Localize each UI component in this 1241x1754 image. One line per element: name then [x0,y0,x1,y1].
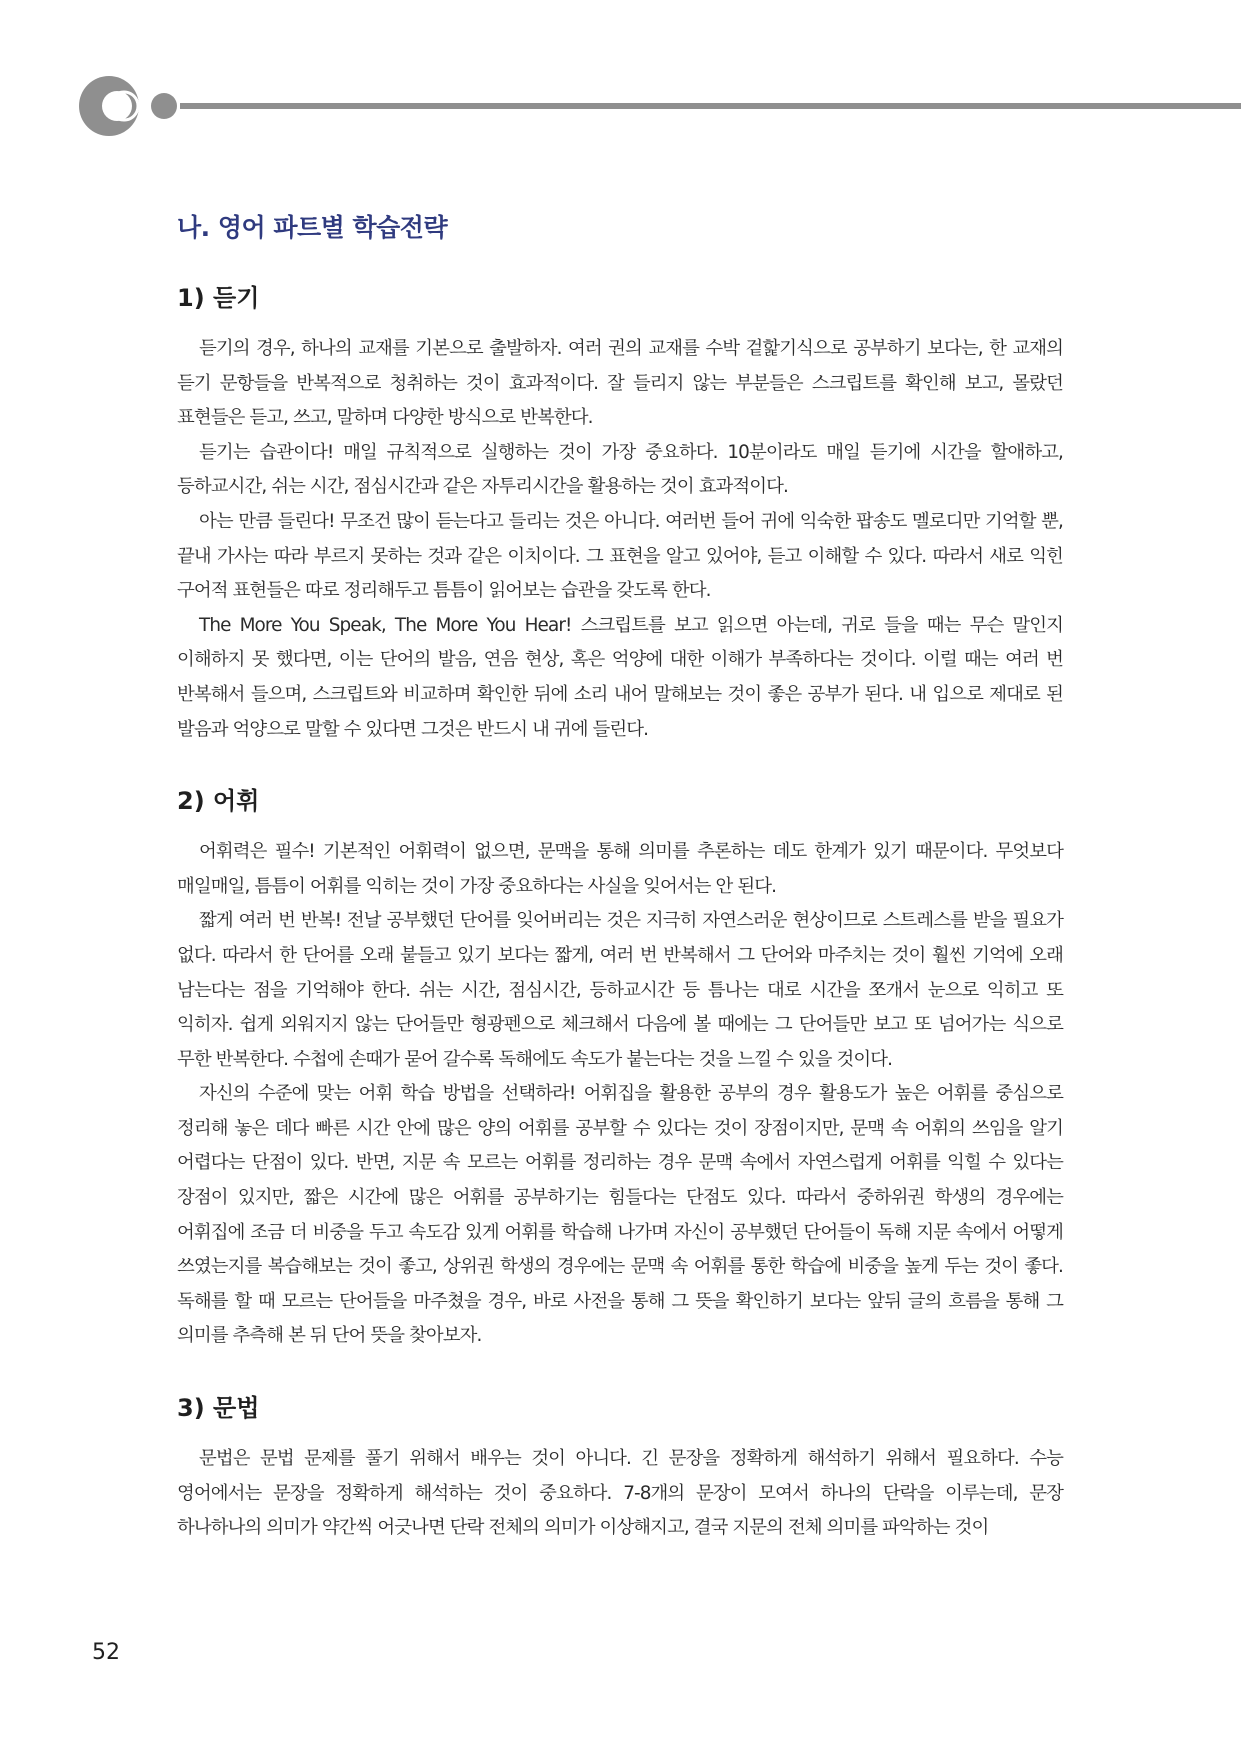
paragraph: 듣기의 경우, 하나의 교재를 기본으로 출발하자. 여러 권의 교재를 수박 겉핥기식으로 공부하기 보다는, 한 교재의 듣기 문항들을 반복적으로 청취하는 것이 효과적이다. 잘 들리지 않는 부분들은 스크립트를 확인해 보고, 몰랐던 표현들은 듣고, 쓰고, 말하며 다양한 방식으로 반복한다. [177,338,1063,429]
paragraph: 짧게 여러 번 반복! 전날 공부했던 단어를 잊어버리는 것은 지극히 자연스러운 현상이므로 스트레스를 받을 필요가 없다. 따라서 한 단어를 오래 붙들고 있기 보다는 짧게, 여러 번 반복해서 그 단어와 마주치는 것이 훨씬 기억에 오래 남는다는 점을 기억해야 한다. 쉬는 시간, 점심시간, 등하교시간 등 틈나는 대로 시간을 쪼개서 눈으로 익히고 또 익히자. 쉽게 외워지지 않는 단어들만 형광펜으로 체크해서 다음에 볼 때에는 그 단어들만 보고 또 넘어가는 식으로 무한 반복한다. 수첩에 손때가 묻어 갈수록 독해에도 속도가 붙는다는 것을 느낄 수 있을 것이다. [177,910,1063,1070]
subsection-title-listening: 1) 듣기 [177,284,260,312]
paragraph: The More You Speak, The More You Hear! 스크립트를 보고 읽으면 아는데, 귀로 들을 때는 무슨 말인지 이해하지 못 했다면, 이는 단어의 발음, 연음 현상, 혹은 억양에 대한 이해가 부족하다는 것이다. 이럴 때는 여러 번 반복해서 들으며, 스크립트와 비교하며 확인한 뒤에 소리 내어 말해보는 것이 좋은 공부가 된다. 내 입으로 제대로 된 발음과 억양으로 말할 수 있다면 그것은 반드시 내 귀에 들린다. [177,614,1063,740]
page-number: 52 [92,1640,120,1665]
decor-small-dot [151,93,177,119]
paragraph: 어휘력은 필수! 기본적인 어휘력이 없으면, 문맥을 통해 의미를 추론하는 데도 한계가 있기 때문이다. 무엇보다 매일매일, 틈틈이 어휘를 익히는 것이 가장 중요하다는 사실을 잊어서는 안 된다. [177,841,1063,897]
subsection-title-grammar: 3) 문법 [177,1394,260,1423]
header-decoration [0,0,1241,160]
section-listening [177,278,1063,747]
section-title: 나. 영어 파트별 학습전략 [177,213,448,242]
page-content [177,208,1063,1546]
paragraph: 듣기는 습관이다! 매일 규칙적으로 실행하는 것이 가장 중요하다. 10분이라도 매일 듣기에 시간을 할애하고, 등하교시간, 쉬는 시간, 점심시간과 같은 자투리시간을 활용하는 것이 효과적이다. [177,441,1063,498]
decor-horizontal-rule [180,103,1241,109]
paragraph: 자신의 수준에 맞는 어휘 학습 방법을 선택하라! 어휘집을 활용한 공부의 경우 활용도가 높은 어휘를 중심으로 정리해 놓은 데다 빠른 시간 안에 많은 양의 어휘를 공부할 수 있다는 것이 장점이지만, 문맥 속 어휘의 쓰임을 알기 어렵다는 단점이 있다. 반면, 지문 속 모르는 어휘를 정리하는 경우 문맥 속에서 자연스럽게 어휘를 익힐 수 있다는 장점이 있지만, 짧은 시간에 많은 어휘를 공부하기는 힘들다는 단점도 있다. 따라서 중하위권 학생의 경우에는 어휘집에 조금 더 비중을 두고 속도감 있게 어휘를 학습해 나가며 자신이 공부했던 단어들이 독해 지문 속에서 어떻게 쓰였는지를 복습해보는 것이 좋고, 상위권 학생의 경우에는 문맥 속 어휘를 통한 학습에 비중을 높게 두는 것이 좋다. 독해를 할 때 모르는 단어들을 마주쳤을 경우, 바로 사전을 통해 그 뜻을 확인하기 보다는 앞뒤 글의 흐름을 통해 그 의미를 추측해 본 뒤 단어 뜻을 찾아보자. [177,1083,1063,1347]
paragraph: 문법은 문법 문제를 풀기 위해서 배우는 것이 아니다. 긴 문장을 정확하게 해석하기 위해서 필요하다. 수능 영어에서는 문장을 정확하게 해석하는 것이 중요하다. 7-8개의 문장이 모여서 하나의 단락을 이루는데, 문장 하나하나의 의미가 약간씩 어긋나면 단락 전체의 의미가 이상해지고, 결국 지문의 전체 의미를 파악하는 것이 [177,1448,1063,1539]
paragraph: 아는 만큼 들린다! 무조건 많이 듣는다고 들리는 것은 아니다. 여러번 들어 귀에 익숙한 팝송도 멜로디만 기억할 뿐, 끝내 가사는 따라 부르지 못하는 것과 같은 이치이다. 그 표현을 알고 있어야, 듣고 이해할 수 있다. 따라서 새로 익힌 구어적 표현들은 따로 정리해두고 틈틈이 읽어보는 습관을 갖도록 한다. [177,510,1063,602]
section-grammar [177,1388,1063,1546]
section-vocabulary [177,781,1063,1354]
subsection-title-vocabulary: 2) 어휘 [177,787,260,816]
